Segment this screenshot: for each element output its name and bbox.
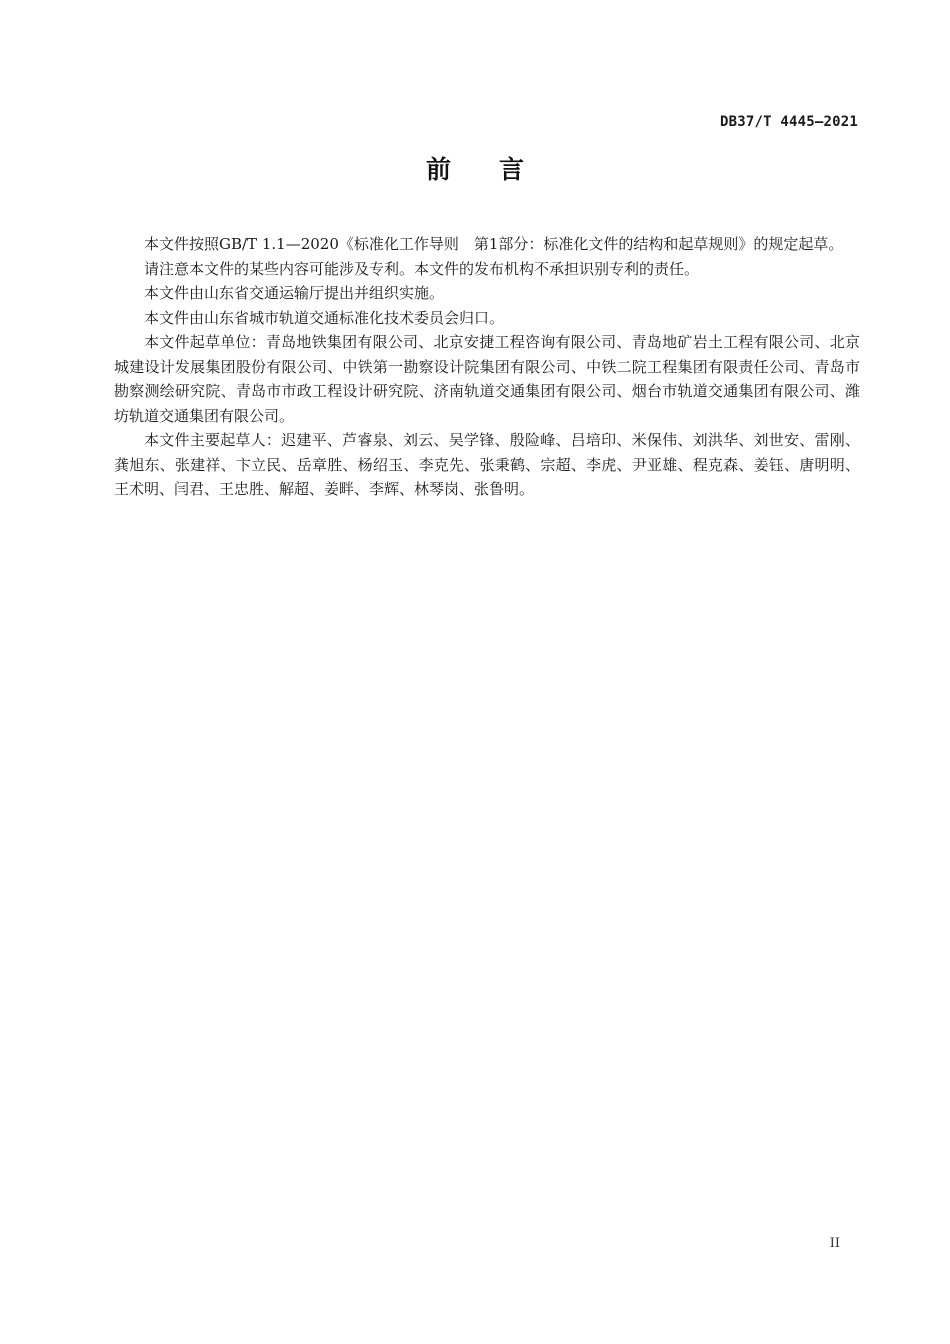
paragraph-proposer: 本文件由山东省交通运输厅提出并组织实施。 <box>144 284 445 302</box>
paragraph-committee: 本文件由山东省城市轨道交通标准化技术委员会归口。 <box>144 308 505 327</box>
paragraph-drafters: 本文件主要起草人：迟建平、芦睿泉、刘云、吴学锋、殷险峰、吕培印、米保伟、刘洪华、刘世安、雷刚、龚旭东、张建祥、卞立民、岳章胜、杨绍玉、李克先、张秉鹤、宗超、李虎、尹亚雄、程克森、姜钰、唐明明、王术明、闫君、王忠胜、解超、姜畔、李辉、林琴岗、张鲁明。 <box>114 431 860 498</box>
page-number: II <box>829 1236 840 1251</box>
paragraph-patent-notice: 请注意本文件的某些内容可能涉及专利。本文件的发布机构不承担识别专利的责任。 <box>144 259 700 278</box>
document-code: DB37/T 4445—2021 <box>719 114 858 130</box>
paragraph-drafting-units: 本文件起草单位：青岛地铁集团有限公司、北京安捷工程咨询有限公司、青岛地矿岩土工程有限公司、北京城建设计发展集团股份有限公司、中铁第一勘察设计院集团有限公司、中铁二院工程集团有限责任公司、青岛市勘察测绘研究院、青岛市市政工程设计研究院、济南轨道交通集团有限公司、烟台市轨道交通集团有限公司、潍坊轨道交通集团有限公司。 <box>114 333 860 425</box>
page-title: 前言 <box>425 155 572 184</box>
paragraph-drafting-rules: 本文件按照GB/T 1.1—2020《标准化工作导则 第1部分：标准化文件的结构和起草规则》的规定起草。 <box>144 235 844 253</box>
foreword-body <box>114 232 860 502</box>
